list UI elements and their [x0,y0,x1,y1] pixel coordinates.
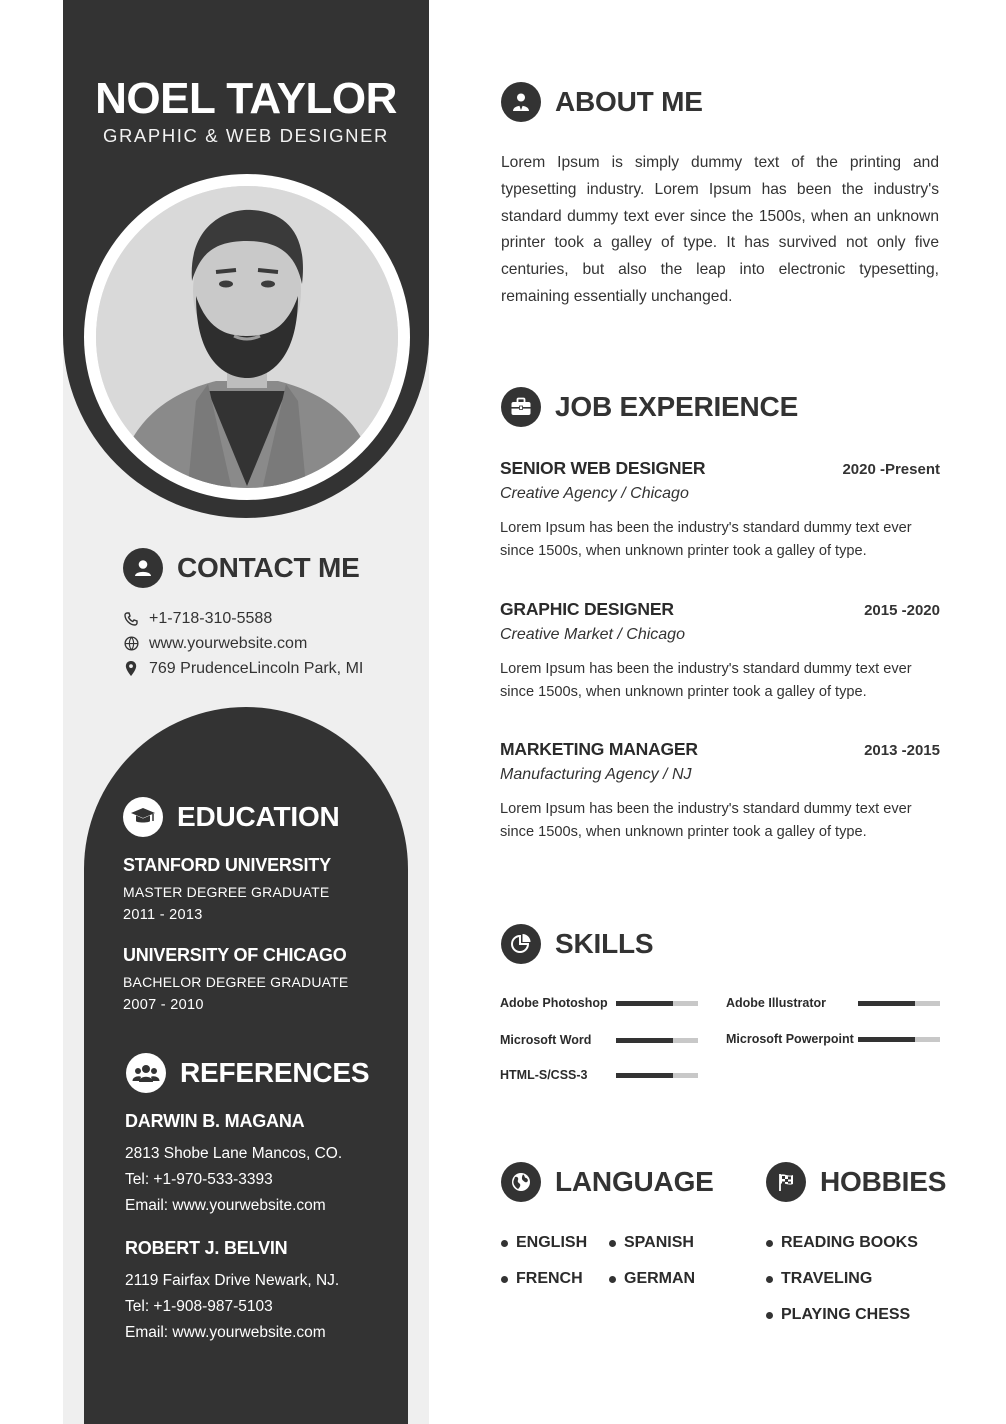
contact-title: CONTACT ME [177,552,360,583]
checkered-flag-icon [766,1162,806,1202]
language-item [501,1270,583,1288]
skill-bar-fill [858,1037,915,1042]
skill-bar-fill [858,1001,915,1006]
language-heading [501,1162,714,1202]
contact-list [123,606,363,681]
skill-bar [616,1073,698,1078]
job-title: GRAPHIC DESIGNER [500,599,674,619]
skill-item [726,1032,854,1046]
education-degree: BACHELOR DEGREE GRADUATE [123,974,349,990]
education-item [123,945,348,1013]
hobby-name: READING BOOKS [781,1234,918,1251]
skill-item [500,1068,588,1082]
skills-heading [501,924,653,964]
reference-email: Email: www.yourwebsite.com [125,1197,326,1214]
job-title: MARKETING MANAGER [500,739,698,759]
experience-heading [501,387,798,427]
skill-name: Adobe Photoshop [500,996,608,1010]
group-icon [126,1053,166,1093]
globe-icon [501,1162,541,1202]
contact-website-text: www.yourwebsite.com [149,634,308,652]
hobby-name: PLAYING CHESS [781,1306,911,1323]
education-item [123,855,331,923]
job-company: Creative Agency / Chicago [500,485,689,502]
contact-phone-text: +1-718-310-5588 [149,609,273,627]
education-school: UNIVERSITY OF CHICAGO [123,945,347,965]
header-panel [63,0,429,518]
reference-email: Email: www.yourwebsite.com [125,1324,326,1341]
job-dates: 2020 -Present [842,461,940,478]
education-years: 2011 - 2013 [123,907,203,923]
about-text: Lorem Ipsum is simply dummy text of the printing and typesetting industry. Lorem Ipsum has been the industry's standard dummy text ever since the 1500s, when an unknown printer took a galley of type. It has survived not only five centuries, but also the leap into electronic typesetting, remaining essentially unchanged. [501,154,939,305]
skill-bar [858,1037,940,1042]
skill-bar [858,1001,940,1006]
skill-bar [616,1038,698,1043]
about-title: ABOUT ME [555,86,703,117]
skill-item [500,1033,591,1047]
resume-name: NOEL TAYLOR [95,74,397,123]
language-item [609,1234,694,1252]
job-title: SENIOR WEB DESIGNER [500,458,706,478]
contact-website [123,631,363,656]
education-title: EDUCATION [177,801,340,832]
references-heading [126,1053,369,1093]
location-pin-icon [123,661,139,677]
skills-title: SKILLS [555,928,654,959]
experience-title: JOB EXPERIENCE [555,391,799,422]
hobby-item [766,1234,918,1252]
job-dates: 2013 -2015 [864,742,940,759]
user-icon [123,548,163,588]
reference-address: 2813 Shobe Lane Mancos, CO. [125,1145,343,1162]
contact-phone [123,606,363,631]
skill-bar-fill [616,1073,673,1078]
language-item [609,1270,695,1288]
language-item [501,1234,587,1252]
education-years: 2007 - 2010 [123,997,204,1013]
job-item [500,458,940,563]
reference-item [125,1111,342,1214]
hobby-name: TRAVELING [781,1270,873,1287]
graduation-cap-icon [123,797,163,837]
contact-address-text: 769 PrudenceLincoln Park, MI [149,659,364,677]
language-name: SPANISH [624,1234,694,1251]
reference-item [125,1238,339,1341]
skill-bar [616,1001,698,1006]
references-title: REFERENCES [180,1057,370,1088]
language-title: LANGUAGE [555,1166,714,1197]
skill-item [726,996,826,1010]
hobbies-title: HOBBIES [820,1166,947,1197]
education-school: STANFORD UNIVERSITY [123,855,331,875]
job-company: Manufacturing Agency / NJ [500,766,692,783]
hobby-item [766,1306,910,1324]
phone-icon [123,611,139,627]
job-company: Creative Market / Chicago [500,626,685,643]
about-heading [501,82,703,122]
language-name: FRENCH [516,1270,583,1287]
person-tie-icon [501,82,541,122]
education-heading [123,797,340,837]
language-name: ENGLISH [516,1234,588,1251]
job-item [500,599,940,704]
reference-tel: Tel: +1-970-533-3393 [125,1171,273,1188]
sidebar [63,0,429,1424]
reference-name: DARWIN B. MAGANA [125,1111,305,1131]
pie-chart-icon [501,924,541,964]
hobbies-heading [766,1162,946,1202]
skill-item [500,996,608,1010]
reference-name: ROBERT J. BELVIN [125,1238,288,1258]
globe-icon [123,636,139,652]
skill-name: Microsoft Powerpoint [726,1032,854,1046]
skill-name: HTML-S/CSS-3 [500,1068,588,1082]
reference-tel: Tel: +1-908-987-5103 [125,1298,273,1315]
profile-photo [96,186,398,488]
reference-address: 2119 Fairfax Drive Newark, NJ. [125,1272,340,1289]
job-description: Lorem Ipsum has been the industry's standard dummy text ever since 1500s, when unknown printer took a galley of type. [500,520,912,559]
profile-photo-frame [84,174,410,500]
skill-bar-fill [616,1001,673,1006]
skill-bar-fill [616,1038,673,1043]
job-dates: 2015 -2020 [864,602,940,619]
contact-heading [123,548,360,588]
job-description: Lorem Ipsum has been the industry's standard dummy text ever since 1500s, when unknown printer took a galley of type. [500,801,912,840]
skill-name: Adobe Illustrator [726,996,827,1010]
hobby-item [766,1270,872,1288]
skill-name: Microsoft Word [500,1033,592,1047]
job-item [500,739,940,844]
language-name: GERMAN [624,1270,696,1287]
education-degree: MASTER DEGREE GRADUATE [123,884,330,900]
resume-role: GRAPHIC & WEB DESIGNER [102,125,390,146]
job-description: Lorem Ipsum has been the industry's standard dummy text ever since 1500s, when unknown printer took a galley of type. [500,661,912,700]
contact-address [123,656,363,681]
briefcase-icon [501,387,541,427]
